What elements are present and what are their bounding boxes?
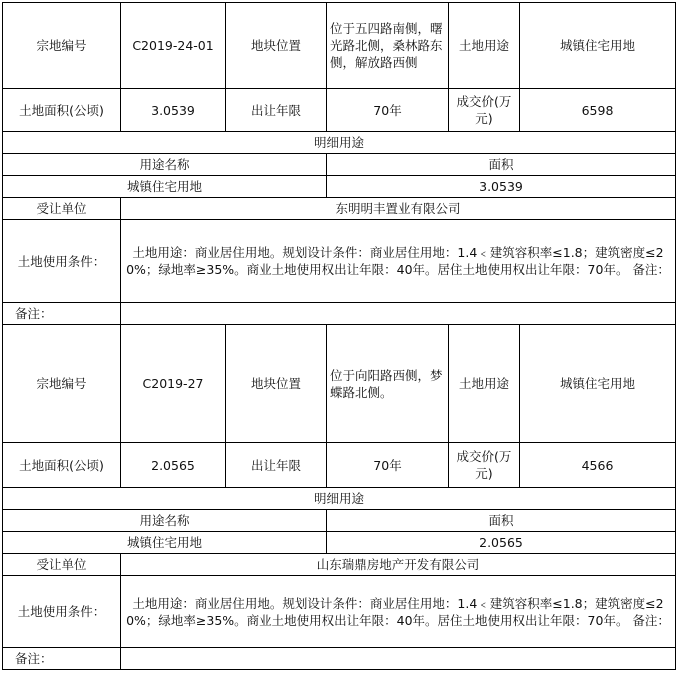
parcel-2-detail-header [3, 488, 676, 510]
remarks-label: 备注： [3, 648, 121, 670]
land-area-value: 2.0565 [121, 443, 226, 488]
detail-use-name: 城镇住宅用地 [3, 532, 327, 554]
land-use-label: 土地用途 [449, 3, 520, 89]
remarks-value [121, 303, 676, 325]
detail-use-heading: 明细用途 [3, 132, 676, 154]
grantee-label: 受让单位 [3, 554, 121, 576]
parcel-2-grantee-row [3, 554, 676, 576]
lease-term-label: 出让年限 [226, 443, 327, 488]
land-transaction-notice [2, 2, 676, 670]
conditions-value: 土地用途：商业居住用地。规划设计条件：商业居住用地：1.4﹤建筑容积率≤1.8；建筑密度≤20%；绿地率≥35%。商业土地使用权出让年限：40年。居住土地使用权出让年限：70年。 备注： [121, 576, 676, 648]
parcel-1-detail-row [3, 176, 676, 198]
land-use-value: 城镇住宅用地 [520, 3, 676, 89]
parcel-1-conditions-row [3, 220, 676, 303]
detail-area: 3.0539 [327, 176, 676, 198]
parcel-no-value: C2019-24-01 [121, 3, 226, 89]
land-area-label: 土地面积(公顷) [3, 443, 121, 488]
land-area-label: 土地面积(公顷) [3, 89, 121, 132]
parcel-1-remarks-row [3, 303, 676, 325]
area-header: 面积 [327, 154, 676, 176]
land-use-value: 城镇住宅用地 [520, 325, 676, 443]
location-label: 地块位置 [226, 3, 327, 89]
grantee-value: 东明明丰置业有限公司 [121, 198, 676, 220]
location-label: 地块位置 [226, 325, 327, 443]
parcel-2-row-id [3, 325, 676, 443]
parcel-no-label: 宗地编号 [3, 3, 121, 89]
parcel-no-label: 宗地编号 [3, 325, 121, 443]
remarks-value [121, 648, 676, 670]
grantee-label: 受让单位 [3, 198, 121, 220]
remarks-label: 备注： [3, 303, 121, 325]
parcel-1-detail-columns [3, 154, 676, 176]
parcel-1-row-area [3, 89, 676, 132]
parcel-no-value: C2019-27 [121, 325, 226, 443]
conditions-label: 土地使用条件： [3, 576, 121, 648]
parcel-2-row-area [3, 443, 676, 488]
land-use-label: 土地用途 [449, 325, 520, 443]
parcel-2-conditions-row [3, 576, 676, 648]
detail-use-heading: 明细用途 [3, 488, 676, 510]
price-value: 4566 [520, 443, 676, 488]
lease-term-value: 70年 [327, 443, 449, 488]
location-value: 位于五四路南侧，曙光路北侧，桑林路东侧，解放路西侧 [327, 3, 449, 89]
area-header: 面积 [327, 510, 676, 532]
parcel-1-row-id [3, 3, 676, 89]
price-label: 成交价(万元) [449, 89, 520, 132]
land-parcels-table [2, 2, 676, 670]
price-label: 成交价(万元) [449, 443, 520, 488]
parcel-2-detail-row [3, 532, 676, 554]
parcel-1-detail-header [3, 132, 676, 154]
lease-term-label: 出让年限 [226, 89, 327, 132]
price-value: 6598 [520, 89, 676, 132]
parcel-1-grantee-row [3, 198, 676, 220]
use-name-header: 用途名称 [3, 154, 327, 176]
location-value: 位于向阳路西侧，梦蝶路北侧。 [327, 325, 449, 443]
use-name-header: 用途名称 [3, 510, 327, 532]
conditions-value: 土地用途：商业居住用地。规划设计条件：商业居住用地：1.4﹤建筑容积率≤1.8；建筑密度≤20%；绿地率≥35%。商业土地使用权出让年限：40年。居住土地使用权出让年限：70年。 备注： [121, 220, 676, 303]
parcel-2-remarks-row [3, 648, 676, 670]
lease-term-value: 70年 [327, 89, 449, 132]
detail-area: 2.0565 [327, 532, 676, 554]
grantee-value: 山东瑞鼎房地产开发有限公司 [121, 554, 676, 576]
parcel-2-detail-columns [3, 510, 676, 532]
land-area-value: 3.0539 [121, 89, 226, 132]
conditions-label: 土地使用条件： [3, 220, 121, 303]
detail-use-name: 城镇住宅用地 [3, 176, 327, 198]
